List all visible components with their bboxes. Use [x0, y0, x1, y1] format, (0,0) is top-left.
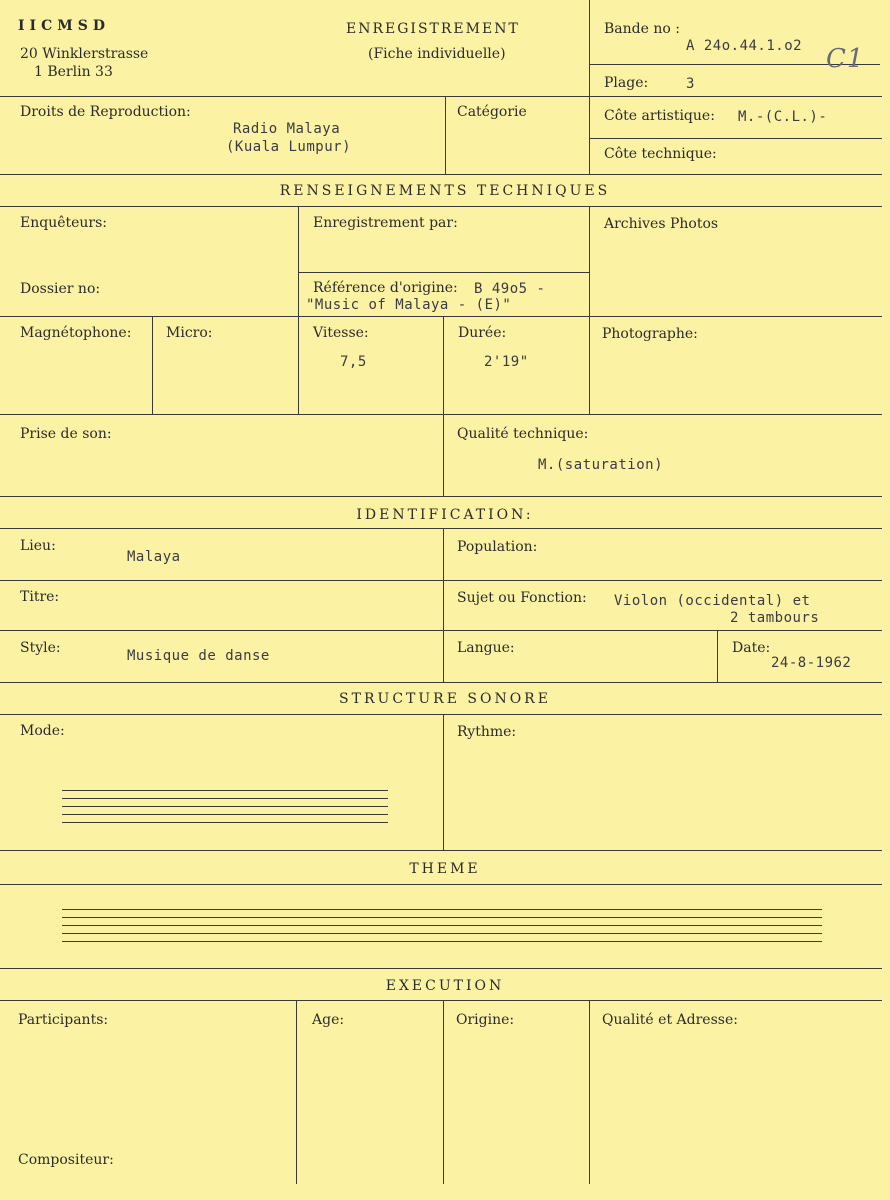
rule	[0, 528, 882, 529]
theme-staff-lines	[62, 909, 822, 949]
population-label: Population:	[457, 539, 538, 555]
rule	[152, 316, 153, 414]
rule	[0, 206, 882, 207]
rule	[0, 850, 882, 851]
qualite-technique-label: Qualité technique:	[457, 426, 589, 442]
age-label: Age:	[312, 1012, 345, 1028]
plage-label: Plage:	[604, 75, 649, 91]
langue-label: Langue:	[457, 640, 515, 656]
handwritten-annotation: C1	[826, 44, 865, 74]
rule	[443, 528, 444, 682]
rule	[0, 174, 882, 175]
date-label: Date:	[732, 640, 771, 656]
rythme-label: Rythme:	[457, 724, 517, 740]
dossier-label: Dossier no:	[20, 281, 101, 297]
rule	[0, 714, 882, 715]
vitesse-label: Vitesse:	[313, 325, 369, 341]
rule	[0, 496, 882, 497]
qualite-technique-value: M.(saturation)	[538, 457, 664, 473]
rule	[589, 206, 590, 414]
rule	[0, 414, 882, 415]
rule	[589, 1000, 590, 1184]
enqueteurs-label: Enquêteurs:	[20, 215, 108, 231]
sujet-label: Sujet ou Fonction:	[457, 590, 587, 606]
droits-value-2: (Kuala Lumpur)	[226, 139, 352, 155]
rule	[0, 968, 882, 969]
section-title-identification: IDENTIFICATION:	[356, 507, 534, 523]
rule	[443, 1000, 444, 1184]
duree-label: Durée:	[458, 325, 507, 341]
origine-label: Origine:	[456, 1012, 515, 1028]
bande-value: A 24o.44.1.o2	[686, 38, 803, 54]
form-subtitle: (Fiche individuelle)	[368, 46, 506, 62]
sujet-value-1: Violon (occidental) et	[614, 593, 811, 609]
rule	[0, 1000, 882, 1001]
lieu-label: Lieu:	[20, 538, 56, 554]
rule	[443, 714, 444, 850]
section-title-execution: EXECUTION	[385, 978, 505, 994]
style-value: Musique de danse	[127, 648, 270, 664]
section-title-structure: STRUCTURE SONORE	[339, 691, 551, 707]
rule	[0, 630, 882, 631]
rule	[589, 0, 590, 174]
vitesse-value: 7,5	[340, 354, 367, 370]
rule	[0, 884, 882, 885]
address-line-1: 20 Winklerstrasse	[20, 46, 149, 62]
mode-staff-lines	[62, 790, 388, 830]
rule	[443, 414, 444, 496]
micro-label: Micro:	[166, 325, 213, 341]
rule	[0, 682, 882, 683]
section-title-technical: RENSEIGNEMENTS TECHNIQUES	[279, 183, 611, 199]
titre-label: Titre:	[20, 589, 60, 605]
bande-label: Bande no :	[604, 21, 680, 37]
magnetophone-label: Magnétophone:	[20, 325, 132, 341]
categorie-label: Catégorie	[457, 104, 527, 120]
lieu-value: Malaya	[127, 549, 181, 565]
rule	[296, 1000, 297, 1184]
cote-artistique-value: M.-(C.L.)-	[738, 109, 828, 125]
participants-label: Participants:	[18, 1012, 109, 1028]
date-value: 24-8-1962	[771, 655, 852, 671]
rule	[298, 206, 299, 414]
style-label: Style:	[20, 640, 61, 656]
mode-label: Mode:	[20, 723, 65, 739]
rule	[717, 630, 718, 682]
rule	[298, 272, 590, 273]
institute-logo: IICMSD	[18, 18, 110, 34]
rule	[445, 96, 446, 174]
rule	[0, 316, 882, 317]
reference-value-1: B 49o5 -	[474, 281, 546, 297]
rule	[590, 138, 882, 139]
qualite-adresse-label: Qualité et Adresse:	[602, 1012, 738, 1028]
address-line-2: 1 Berlin 33	[34, 64, 113, 80]
sujet-value-2: 2 tambours	[730, 610, 820, 626]
rule	[0, 96, 882, 97]
enregistrement-par-label: Enregistrement par:	[313, 215, 458, 231]
rule	[0, 580, 882, 581]
compositeur-label: Compositeur:	[18, 1152, 114, 1168]
cote-technique-label: Côte technique:	[604, 146, 717, 162]
droits-value-1: Radio Malaya	[233, 121, 341, 137]
rule	[443, 316, 444, 414]
form-title: ENREGISTREMENT	[346, 21, 520, 37]
plage-value: 3	[686, 76, 695, 92]
reference-value-2: "Music of Malaya - (E)"	[306, 297, 512, 313]
duree-value: 2'19"	[484, 354, 529, 370]
photographe-label: Photographe:	[602, 326, 698, 342]
archives-photos-label: Archives Photos	[604, 216, 719, 232]
droits-label: Droits de Reproduction:	[20, 104, 191, 120]
section-title-theme: THEME	[409, 861, 481, 877]
cote-artistique-label: Côte artistique:	[604, 108, 715, 124]
prise-de-son-label: Prise de son:	[20, 426, 112, 442]
reference-label: Référence d'origine:	[313, 280, 458, 296]
